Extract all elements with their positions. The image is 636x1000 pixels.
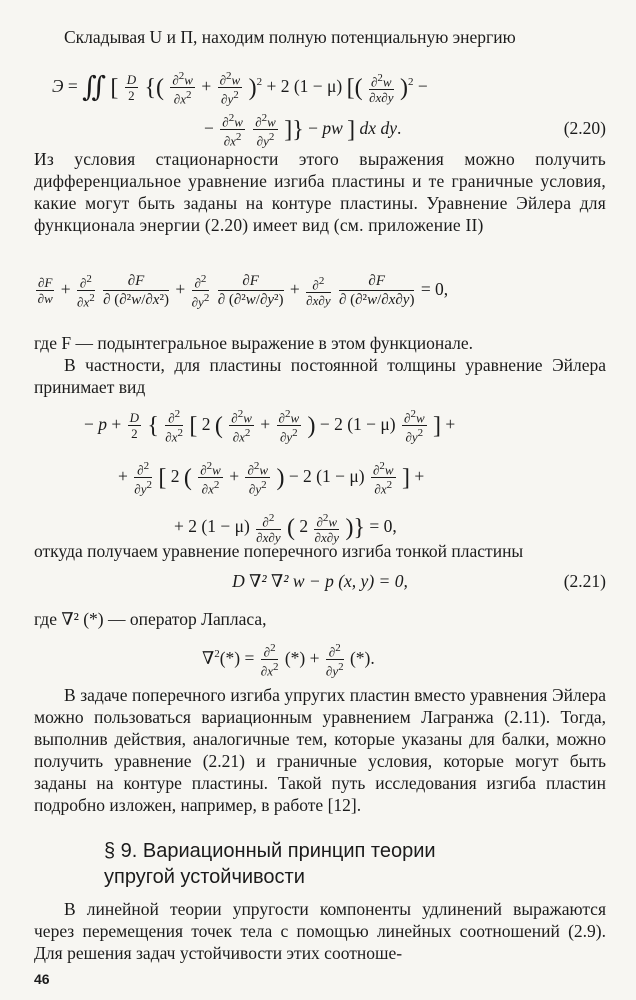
equation-plate-line3: + 2 (1 − μ) $\frac{\partial^2}{\partial x\partial y}$ ( 2 $\frac{\partial^2w}{\partial x\partial y}$ )} = 0, bbox=[174, 511, 397, 546]
equation-number-2-21: (2.21) bbox=[563, 571, 606, 591]
equation-plate-line1: − p + $\frac{D}{2}$ { $\frac{\partial^2}{\partial x^2}$ [ 2 ( $\frac{\partial^2w}{\partial x^2}$ + $\frac{\partial^2w}{\partial y^2}$ ) − 2 (1 − μ) $\frac{\partial^2w}{\partial y^2}$ ] + bbox=[84, 408, 456, 445]
equation-2-20-line2: − $\frac{\partial^2w}{\partial x^2}$ $\frac{\partial^2w}{\partial y^2}$ ]} − pw ] dx dy. (2.20) bbox=[34, 108, 606, 148]
equation-2-21-text: D ∇² ∇² w − p (x, y) = 0, bbox=[232, 571, 408, 591]
paragraph-laplace: где ∇² (*) — оператор Лапласа, bbox=[34, 609, 267, 629]
equation-euler: $\frac{\partial F}{\partial w}$ + $\frac{\partial^2}{\partial x^2}$ $\frac{\partial F}{\text{∂ (∂²w/∂x²)}}$ + $\frac{\partial^2}{\partial y^2}$ $\frac{\partial F}{\text{∂ (∂²w/∂y²)}}$ + $\frac{\partial^2}{\partial x\partial y}$ $\frac{\partial F}{\text{∂ (∂²w/∂x∂y)}}$ = 0, bbox=[37, 273, 449, 310]
equation-number-2-20: (2.20) bbox=[563, 118, 606, 138]
equation-2-21 bbox=[34, 570, 606, 592]
paragraph-stationarity: Из условия стационарности этого выражения можно получить дифференциальное уравнение изгиба пластины и те граничные условия, какие могут быть заданы на контуре пластины. Уравнение Эйлера для функционала энергии (2.20) имеет вид (см. приложение II) bbox=[34, 149, 606, 235]
equation-laplace: ∇$^2$(*) = $\frac{\partial^2}{\partial x^2}$ (*) + $\frac{\partial^2}{\partial y^2}$ (*). bbox=[202, 641, 375, 679]
paragraph-lagrange: В задаче поперечного изгиба упругих пластин вместо уравнения Эйлера можно пользоваться вариационным уравнением Лагранжа (2.11). Тогда, выполнив действия, аналогичные тем, которые указаны для балки, можно получить уравнение (2.21) и граничные условия, которые могут быть заданы на контуре пластины. Такой путь исследования изгиба пластин подробно изложен, например, в работе [12]. bbox=[34, 685, 606, 815]
equation-plate bbox=[34, 402, 606, 548]
page-number: 46 bbox=[34, 971, 50, 987]
section-heading-line1: § 9. Вариационный принцип теории bbox=[104, 840, 436, 862]
section-heading-line2: упругой устойчивости bbox=[104, 866, 305, 888]
paragraph-intro: Складывая U и П, находим полную потенциальную энергию bbox=[64, 27, 516, 47]
paragraph-integrand: где F — подынтегральное выражение в этом функционале. bbox=[34, 333, 474, 353]
paragraph-constant-thickness: В частности, для пластины постоянной толщины уравнение Эйлера принимает вид bbox=[34, 355, 606, 397]
paragraph-transverse-bending: откуда получаем уравнение поперечного изгиба тонкой пластины bbox=[34, 541, 524, 561]
section-heading bbox=[34, 838, 606, 890]
equation-2-20-line1: Э = ∬ [ $\frac{D}{2}$ {( $\frac{\partial^2w}{\partial x^2}$ + $\frac{\partial^2w}{\partial y^2}$ )$^2$ + 2 (1 − μ) [( $\frac{\partial^2w}{\partial x\partial y}$ )$^2$ − bbox=[52, 69, 428, 107]
paragraph-linear-theory: В линейной теории упругости компоненты удлинений выражаются через перемещения точек тела с помощью линейных соотношений (2.9). Для решения задач устойчивости этих соотноше- bbox=[34, 899, 606, 963]
equation-2-20 bbox=[34, 62, 606, 148]
equation-plate-line2: + $\frac{\partial^2}{\partial y^2}$ [ 2 ( $\frac{\partial^2w}{\partial x^2}$ + $\frac{\partial^2w}{\partial y^2}$ ) − 2 (1 − μ) $\frac{\partial^2w}{\partial x^2}$ ] + bbox=[118, 460, 425, 497]
